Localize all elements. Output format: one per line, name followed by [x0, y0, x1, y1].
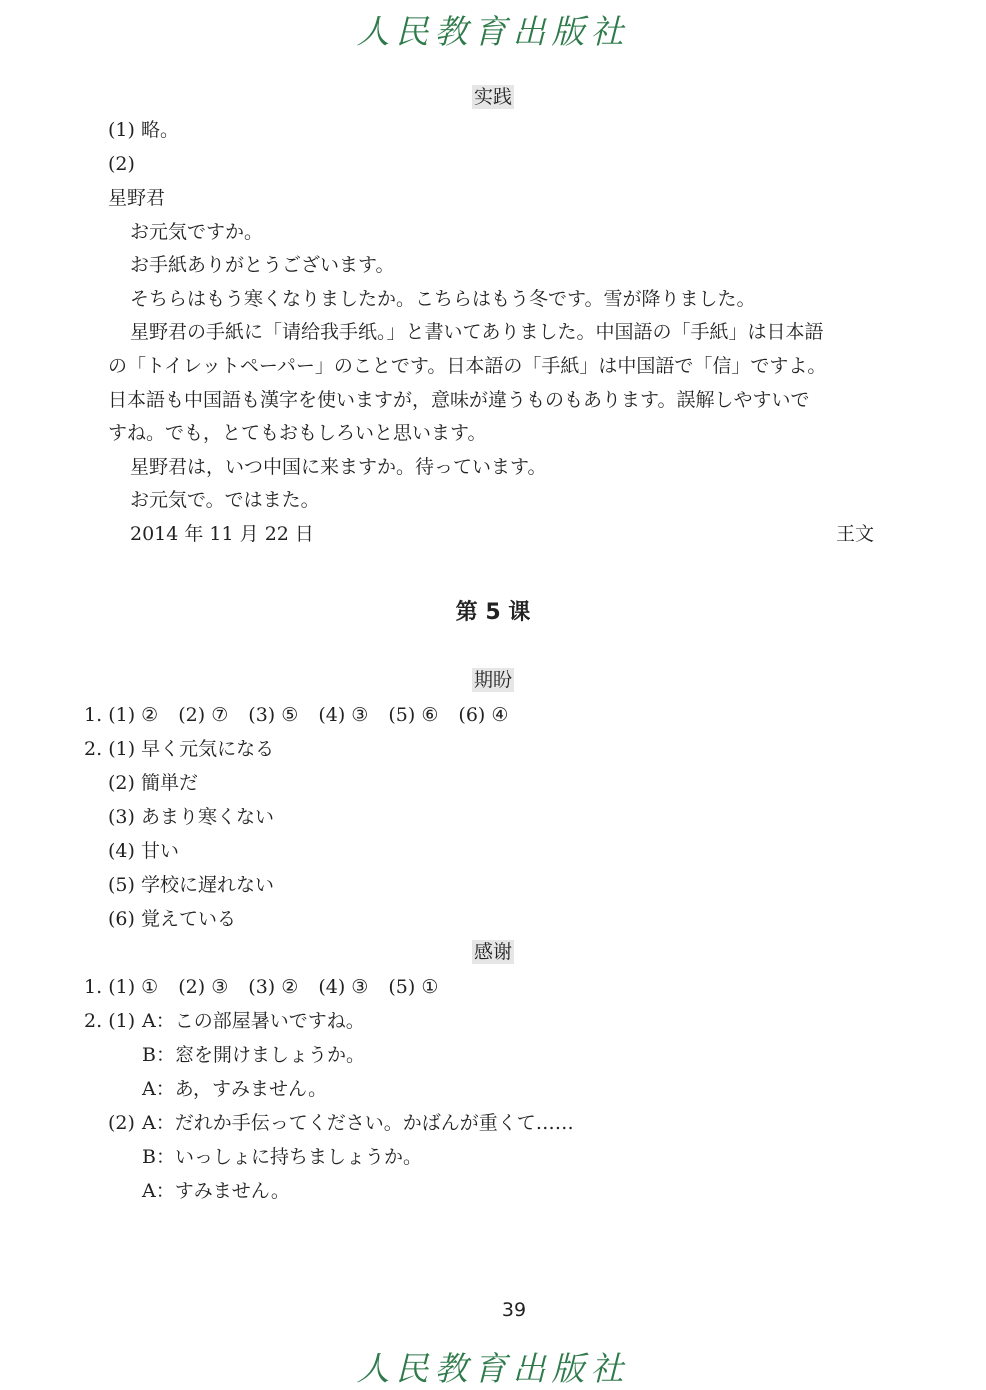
publisher-logo-bottom: 人民教育出版社 [356, 1349, 630, 1388]
letter-paragraph: お手紙ありがとうございます。 [130, 254, 395, 276]
answer-item: (5) 学校に遅れない [108, 874, 274, 896]
dialogue-line: B：いっしょに持ちましょうか。 [142, 1146, 422, 1168]
practice-item-2: (2) [108, 153, 135, 175]
letter-paragraph: 星野君は，いつ中国に来ますか。待っています。 [130, 456, 547, 478]
dialogue-line: A：すみません。 [142, 1180, 290, 1202]
question-number: 1. [84, 976, 103, 998]
dialogue-number: (2) [108, 1112, 135, 1134]
dialogue-line: B：窓を開けましょうか。 [142, 1044, 365, 1066]
answer-item: (6) 覚えている [108, 908, 236, 930]
letter-date: 2014 年 11 月 22 日 [130, 523, 314, 545]
answer-item: (4) ③ [318, 976, 369, 998]
expect-question-2 [84, 737, 274, 761]
dialogue-line: A：だれか手伝ってください。かばんが重くて…… [142, 1112, 574, 1134]
answer-item: (1) ② [108, 704, 159, 726]
answer-item: (4) 甘い [108, 840, 179, 862]
section-heading-expect: 期盼 [473, 669, 512, 691]
question-number: 2. [84, 738, 103, 760]
thanks-question-2 [84, 1009, 135, 1033]
letter-paragraph-cont: の「トイレットペーパー」のことです。日本語の「手紙」は中国語で「信」ですよ。 [108, 355, 827, 377]
letter-paragraph: 星野君の手紙に「请给我手纸。」と書いてありました。中国語の「手紙」は日本語 [130, 321, 824, 343]
answer-item: (5) ① [388, 976, 439, 998]
expect-question-1 [84, 703, 522, 727]
answer-item: (3) あまり寒くない [108, 806, 274, 828]
lesson-title: 第 5 课 [455, 600, 531, 625]
answer-item: (1) 早く元気になる [108, 738, 275, 760]
section-heading-thanks: 感谢 [473, 941, 512, 963]
answer-item: (6) ④ [458, 704, 509, 726]
section-heading-practice: 实践 [473, 86, 512, 108]
letter-paragraph-cont: すね。でも，とてもおもしろいと思います。 [108, 422, 487, 444]
answer-item: (3) ② [248, 976, 299, 998]
dialogue-line: A：この部屋暑いですね。 [142, 1010, 365, 1032]
letter-paragraph: そちらはもう寒くなりましたか。こちらはもう冬です。雪が降りました。 [130, 288, 756, 310]
thanks-question-1 [84, 975, 452, 999]
practice-item-1: (1) 略。 [108, 119, 179, 141]
letter-closing: お元気で。ではまた。 [130, 489, 320, 511]
dialogue-number: (1) [108, 1010, 136, 1032]
letter-signature: 王文 [836, 523, 875, 545]
dialogue-line: A：あ，すみません。 [142, 1078, 328, 1100]
question-number: 2. [84, 1010, 103, 1032]
answer-item: (4) ③ [318, 704, 369, 726]
answer-item: (3) ⑤ [248, 704, 299, 726]
page-number: 39 [501, 1299, 527, 1321]
letter-paragraph: お元気ですか。 [130, 221, 264, 243]
letter-paragraph-cont: 日本語も中国語も漢字を使いますが，意味が違うものもあります。誤解しやすいで [108, 389, 810, 411]
answer-item: (2) ③ [178, 976, 229, 998]
publisher-logo-top: 人民教育出版社 [356, 12, 630, 51]
answer-item: (5) ⑥ [388, 704, 439, 726]
answer-item: (2) 簡単だ [108, 772, 198, 794]
letter-salutation: 星野君 [108, 187, 166, 209]
question-number: 1. [84, 704, 103, 726]
answer-item: (1) ① [108, 976, 159, 998]
answer-item: (2) ⑦ [178, 704, 229, 726]
